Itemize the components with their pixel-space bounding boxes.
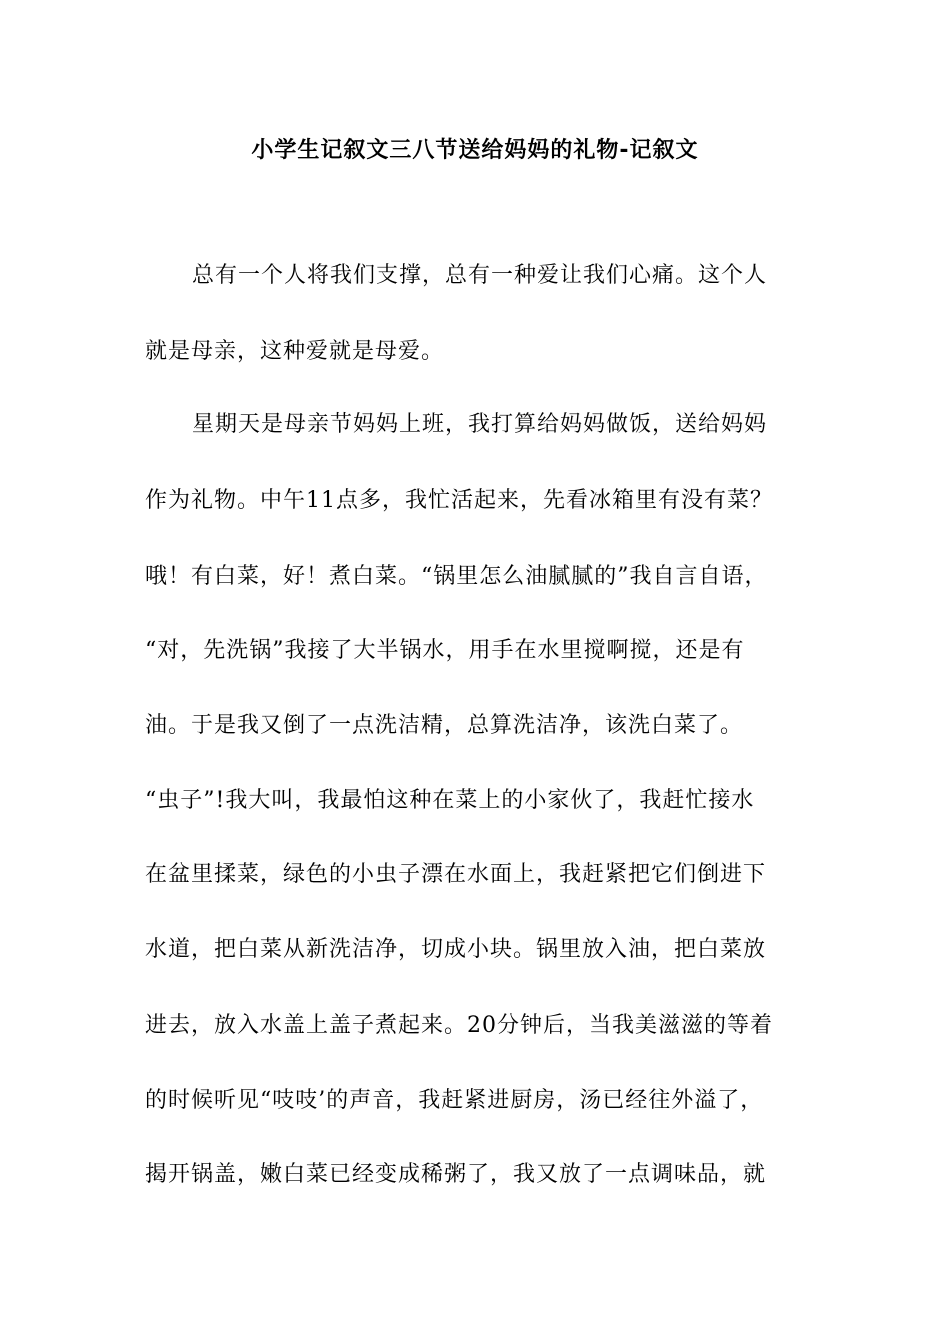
paragraph-2-line-10: 的时候听见“吱吱’的声音，我赶紧进厨房，汤已经往外溢了， (145, 1088, 764, 1113)
paragraph-2-line-8: 水道，把白菜从新洗洁净，切成小块。锅里放入油，把白菜放 (145, 937, 767, 962)
paragraph-2-line-5: 油。于是我又倒了一点洗洁精，总算洗洁净，该洗白菜了。 (145, 713, 744, 738)
paragraph-2-line-7: 在盆里揉菜，绿色的小虫子漂在水面上，我赶紧把它们倒进下 (145, 862, 767, 887)
paragraph-2-line-4: “对，先洗锅”我接了大半锅水，用手在水里搅啊搅，还是有 (145, 638, 745, 663)
paragraph-2-line-11: 揭开锅盖，嫩白菜已经变成稀粥了，我又放了一点调味品，就 (145, 1162, 767, 1187)
paragraph-2-line-1: 星期天是母亲节妈妈上班，我打算给妈妈做饭，送给妈妈 (192, 412, 768, 437)
paragraph-2-line-9: 进去，放入水盖上盖子煮起来。20分钟后，当我美滋滋的等着 (145, 1013, 773, 1038)
paragraph-1-line-1: 总有一个人将我们支撑，总有一种爱让我们心痛。这个人 (192, 263, 768, 288)
paragraph-2-line-2: 作为礼物。中午11点多，我忙活起来，先看冰箱里有没有菜？ (145, 488, 773, 513)
paragraph-2-line-6: “虫子”!我大叫，我最怕这种在菜上的小家伙了，我赶忙接水 (145, 788, 755, 813)
document-title: 小学生记叙文三八节送给妈妈的礼物-记叙文 (251, 138, 699, 163)
paragraph-2-line-3: 哦！有白菜，好！煮白菜。“锅里怎么油腻腻的”我自言自语， (145, 564, 768, 589)
paragraph-1-line-2: 就是母亲，这种爱就是母爱。 (145, 339, 445, 364)
